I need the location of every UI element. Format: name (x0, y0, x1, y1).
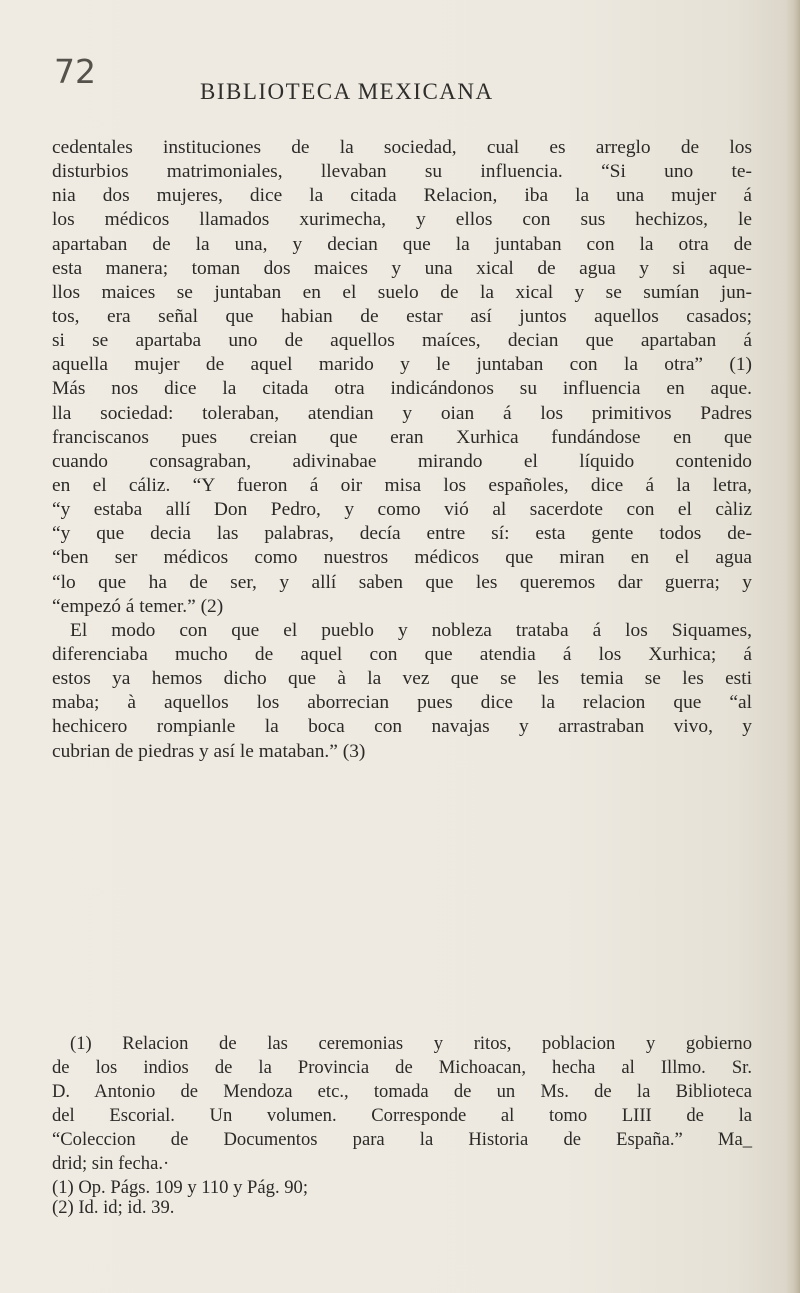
body-line: “lo que ha de ser, y allí saben que les queremos dar guerra; y (52, 571, 752, 593)
body-line: disturbios matrimoniales, llevaban su influencia. “Si uno te- (52, 161, 752, 183)
body-line: en el cáliz. “Y fueron á oir misa los españoles, dice á la letra, (52, 474, 752, 496)
body-line: cubrian de piedras y así le mataban.” (3) (52, 740, 366, 762)
body-line: los médicos llamados xurimecha, y ellos con sus hechizos, le (52, 209, 752, 231)
body-line: tos, era señal que habian de estar así juntos aquellos casados; (52, 305, 752, 327)
body-line: diferenciaba mucho de aquel con que atendia á los Xurhica; á (52, 643, 752, 665)
body-line: cuando consagraban, adivinabae mirando el líquido contenido (52, 450, 752, 472)
body-line: apartaban de la una, y decian que la juntaban con la otra de (52, 233, 752, 255)
footnote-line: (1) Relacion de las ceremonias y ritos, poblacion y gobierno (70, 1033, 752, 1054)
body-line: llos maices se juntaban en el suelo de la xical y se sumían jun- (52, 281, 752, 303)
body-line: El modo con que el pueblo y nobleza trataba á los Siquames, (70, 619, 752, 641)
footnote-line: D. Antonio de Mendoza etc., tomada de un Ms. de la Biblioteca (52, 1081, 752, 1102)
body-line: aquella mujer de aquel marido y le juntaban con la otra” (1) (52, 354, 752, 376)
page-edge-shadow (786, 0, 800, 1293)
body-text (52, 136, 752, 764)
body-line: “y que decia las palabras, decía entre sí: esta gente todos de- (52, 523, 752, 545)
body-line: nia dos mujeres, dice la citada Relacion, iba la una mujer á (52, 185, 752, 207)
footnote-line: drid; sin fecha.· (52, 1153, 170, 1174)
footnote-line: del Escorial. Un volumen. Corresponde al tomo LIII de la (52, 1105, 752, 1126)
body-line: esta manera; toman dos maices y una xical de agua y si aque- (52, 257, 752, 279)
body-line: “ben ser médicos como nuestros médicos que miran en el agua (52, 547, 752, 569)
body-line: “y estaba allí Don Pedro, y como vió al sacerdote con el càliz (52, 499, 752, 521)
page-references (52, 1178, 308, 1218)
page-number: 72 (54, 52, 96, 91)
body-line: lla sociedad: toleraban, atendian y oian á los primitivos Padres (52, 402, 752, 424)
body-line: franciscanos pues creian que eran Xurhica fundándose en que (52, 426, 752, 448)
footnotes (52, 1032, 752, 1176)
footnote-line: de los indios de la Provincia de Michoacan, hecha al Illmo. Sr. (52, 1057, 752, 1078)
body-line: Más nos dice la citada otra indicándonos su influencia en aque. (52, 378, 752, 400)
body-line: estos ya hemos dicho que à la vez que se les temia se les esti (52, 668, 752, 690)
reference-line: (2) Id. id; id. 39. (52, 1197, 175, 1218)
body-line: hechicero rompianle la boca con navajas y arrastraban vivo, y (52, 716, 752, 738)
reference-line: (1) Op. Págs. 109 y 110 y Pág. 90; (52, 1177, 308, 1198)
body-line: “empezó á temer.” (2) (52, 595, 224, 617)
running-head: BIBLIOTECA MEXICANA (200, 79, 494, 104)
body-line: si se apartaba uno de aquellos maíces, decian que apartaban á (52, 330, 752, 352)
body-line: maba; à aquellos los aborrecian pues dice la relacion que “al (52, 692, 752, 714)
footnote-line: “Coleccion de Documentos para la Historia de España.” Ma_ (52, 1129, 752, 1150)
body-line: cedentales instituciones de la sociedad, cual es arreglo de los (52, 137, 752, 158)
